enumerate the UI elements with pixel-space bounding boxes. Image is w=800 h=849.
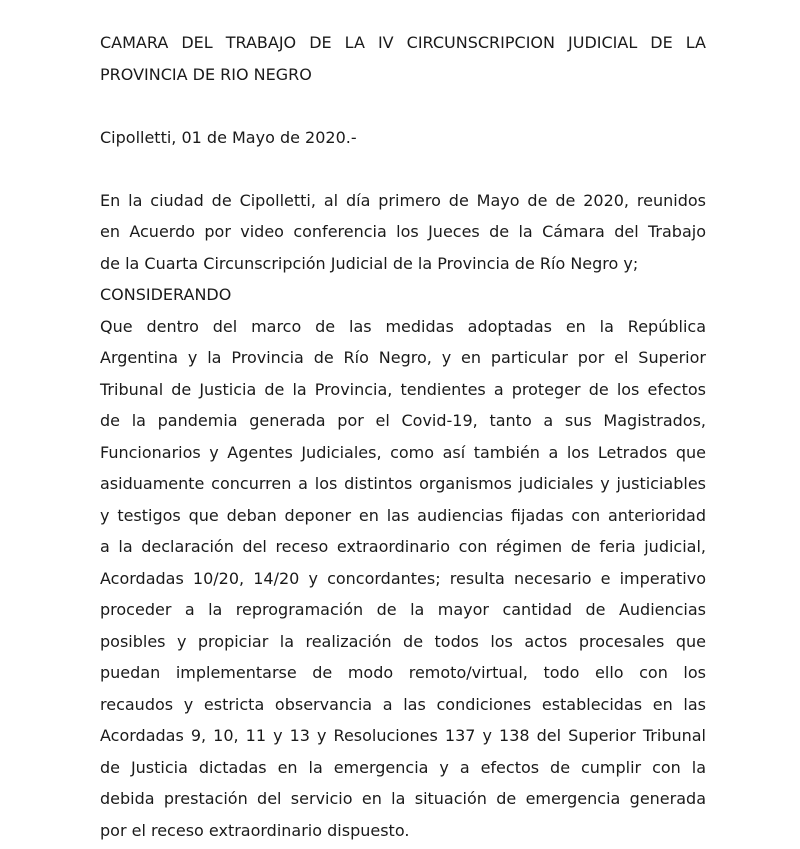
court-header-line: PROVINCIA DE RIO NEGRO	[100, 64, 312, 84]
intro-line: de la Cuarta Circunscripción Judicial de la Provincia de Río Negro y;	[100, 253, 639, 273]
body-line: por el receso extraordinario dispuesto.	[100, 820, 410, 840]
considerando-heading: CONSIDERANDO	[100, 285, 232, 304]
body-line: debida prestación del servicio en la situación de emergencia generada	[100, 789, 706, 808]
body-line: Que dentro del marco de las medidas adoptadas en la República	[100, 316, 706, 336]
body-line: asiduamente concurren a los distintos organismos judiciales y justiciables	[100, 474, 706, 493]
body-line: Acordadas 9, 10, 11 y 13 y Resoluciones 137 y 138 del Superior Tribunal	[100, 726, 706, 745]
body-line: a la declaración del receso extraordinario con régimen de feria judicial,	[100, 537, 706, 556]
spacer	[100, 153, 706, 185]
body-line: proceder a la reprogramación de la mayor cantidad de Audiencias	[100, 600, 706, 619]
body-line: puedan implementarse de modo remoto/virtual, todo ello con los	[100, 663, 706, 682]
court-header	[100, 27, 706, 90]
body-line: posibles y propiciar la realización de todos los actos procesales que	[100, 631, 706, 651]
considerando-paragraph	[100, 311, 706, 847]
body-line: Argentina y la Provincia de Río Negro, y en particular por el Superior	[100, 348, 706, 367]
date-line: Cipolletti, 01 de Mayo de 2020.-	[100, 127, 357, 147]
body-line: recaudos y estricta observancia a las condiciones establecidas en las	[100, 694, 706, 714]
body-line: y testigos que deban deponer en las audiencias fijadas con anterioridad	[100, 505, 706, 525]
intro-line: en Acuerdo por video conferencia los Jueces de la Cámara del Trabajo	[100, 222, 706, 241]
body-line: Tribunal de Justicia de la Provincia, tendientes a proteger de los efectos	[100, 379, 706, 399]
body-line: de la pandemia generada por el Covid-19, tanto a sus Magistrados,	[100, 411, 706, 430]
spacer	[100, 90, 706, 122]
body-line: Funcionarios y Agentes Judiciales, como así también a los Letrados que	[100, 442, 706, 462]
document-body	[100, 27, 706, 846]
court-header-line: CAMARA DEL TRABAJO DE LA IV CIRCUNSCRIPCION JUDICIAL DE LA	[100, 33, 706, 52]
body-line: de Justicia dictadas en la emergencia y a efectos de cumplir con la	[100, 757, 706, 777]
body-line: Acordadas 10/20, 14/20 y concordantes; resulta necesario e imperativo	[100, 568, 706, 588]
intro-line: En la ciudad de Cipolletti, al día primero de Mayo de de 2020, reunidos	[100, 190, 706, 210]
intro-paragraph	[100, 185, 706, 280]
